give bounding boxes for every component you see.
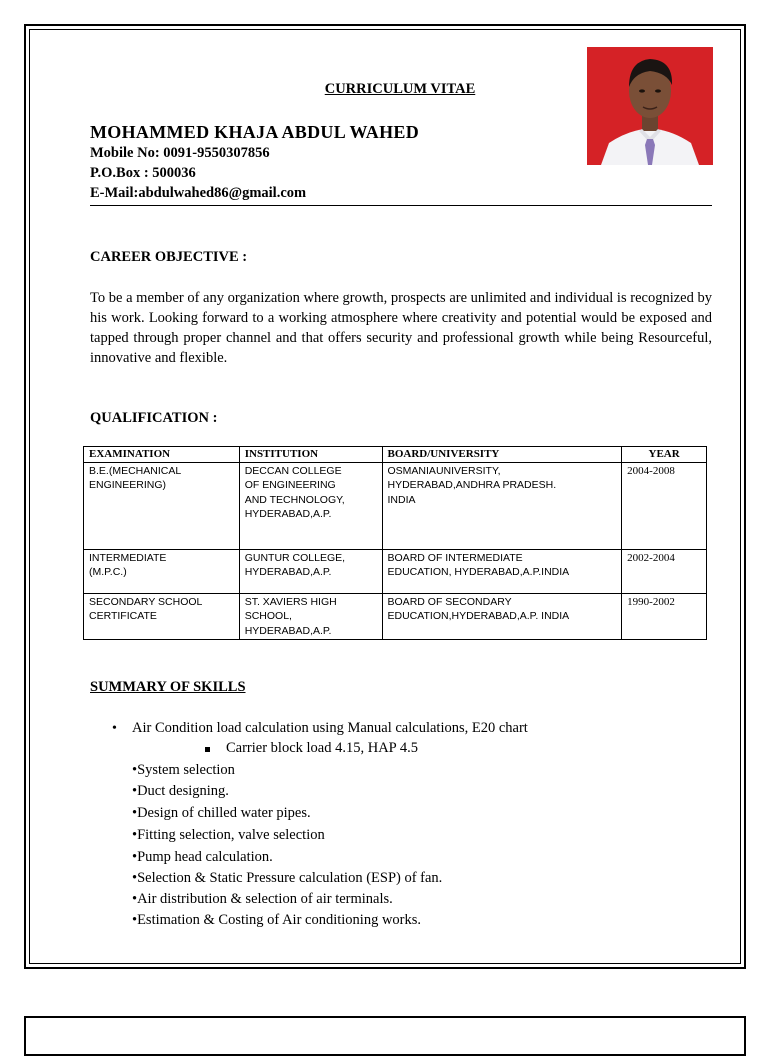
cell-line: BOARD OF INTERMEDIATE — [387, 551, 523, 564]
cell-line: SECONDARY SCHOOL — [89, 595, 203, 608]
cell-line: SCHOOL, — [244, 610, 292, 622]
table-row — [84, 549, 707, 593]
qualification-heading: QUALIFICATION : — [90, 410, 218, 426]
career-objective-text: To be a member of any organization where growth, prospects are unlimited and individual is recognized by his work. Looking forward to a working atmosphere where creativity and potential would be exposed and tapped through proper channel and that offers security and professional growth while being Resourceful, innovative and flexible. — [90, 290, 712, 366]
cell-exam — [84, 593, 240, 640]
cell-line: HYDERABAD,ANDHRA PRADESH. — [387, 479, 557, 491]
cell-board — [382, 462, 622, 549]
cell-line: (M.P.C.) — [89, 566, 127, 578]
cell-line: HYDERABAD,A.P. — [244, 566, 332, 578]
cell-exam — [84, 549, 240, 593]
skill-sub: Carrier block load 4.15, HAP 4.5 — [226, 740, 418, 756]
bullet-icon: • — [112, 721, 117, 736]
skill-item: •Selection & Static Pressure calculation (ESP) of fan. — [132, 870, 443, 886]
person-name: MOHAMMED KHAJA ABDUL WAHED — [90, 122, 419, 142]
column-header-board: BOARD/UNIVERSITY — [382, 447, 622, 463]
profile-photo — [587, 47, 713, 165]
cell-board — [382, 593, 622, 640]
cell-institution — [239, 593, 382, 640]
qualification-table — [83, 446, 707, 640]
cell-year: 2002-2004 — [622, 549, 707, 593]
cell-board — [382, 549, 622, 593]
cell-institution — [239, 549, 382, 593]
mobile-number: Mobile No: 0091-9550307856 — [90, 145, 270, 161]
skill-main: Air Condition load calculation using Manual calculations, E20 chart — [132, 720, 528, 736]
cell-line: HYDERABAD,A.P. — [244, 508, 332, 520]
cell-line: OF ENGINEERING — [244, 479, 336, 491]
cell-line: INDIA — [387, 493, 416, 506]
email-address: E-Mail:abdulwahed86@gmail.com — [90, 185, 307, 201]
skill-item: •Design of chilled water pipes. — [132, 805, 311, 821]
cell-line: AND TECHNOLOGY, — [244, 493, 345, 506]
skills-heading: SUMMARY OF SKILLS — [90, 679, 246, 695]
doc-title: CURRICULUM VITAE — [324, 81, 476, 97]
career-objective-heading: CAREER OBJECTIVE : — [90, 249, 248, 265]
skill-item: •Estimation & Costing of Air conditioning works. — [132, 912, 422, 928]
column-header-institution: INSTITUTION — [239, 447, 382, 463]
cell-year: 1990-2002 — [622, 593, 707, 640]
column-header-examination: EXAMINATION — [84, 447, 240, 463]
cell-year: 2004-2008 — [622, 462, 707, 549]
header-divider — [90, 205, 712, 206]
next-page-frame — [24, 1016, 746, 1056]
skill-item: •System selection — [132, 762, 235, 778]
cell-exam — [84, 462, 240, 549]
cell-line: ST. XAVIERS HIGH — [244, 595, 337, 608]
cell-line: ENGINEERING) — [89, 479, 167, 491]
cell-line: INTERMEDIATE — [89, 551, 167, 564]
skill-item: •Duct designing. — [132, 783, 229, 799]
cell-line: CERTIFICATE — [89, 610, 157, 622]
qualification-header-row — [84, 447, 707, 463]
cell-line: DECCAN COLLEGE — [244, 464, 342, 477]
table-row — [84, 462, 707, 549]
table-row — [84, 593, 707, 640]
skill-item: •Fitting selection, valve selection — [132, 827, 325, 843]
cell-line: GUNTUR COLLEGE, — [244, 551, 346, 564]
skill-item: •Air distribution & selection of air terminals. — [132, 891, 393, 907]
cell-line: BOARD OF SECONDARY — [387, 595, 512, 608]
column-header-year: YEAR — [622, 447, 707, 463]
po-box: P.O.Box : 500036 — [90, 165, 196, 181]
cell-institution — [239, 462, 382, 549]
profile-photo-drawing — [587, 47, 713, 165]
cell-line: EDUCATION, HYDERABAD,A.P.INDIA — [387, 566, 570, 578]
cell-line: EDUCATION,HYDERABAD,A.P. INDIA — [387, 610, 570, 622]
cell-line: HYDERABAD,A.P. — [244, 624, 332, 637]
cell-line: OSMANIAUNIVERSITY, — [387, 464, 501, 477]
skill-item: •Pump head calculation. — [132, 849, 273, 865]
square-bullet-icon — [205, 747, 210, 752]
cell-line: B.E.(MECHANICAL — [89, 464, 182, 477]
doc-title-wrap — [300, 80, 500, 98]
